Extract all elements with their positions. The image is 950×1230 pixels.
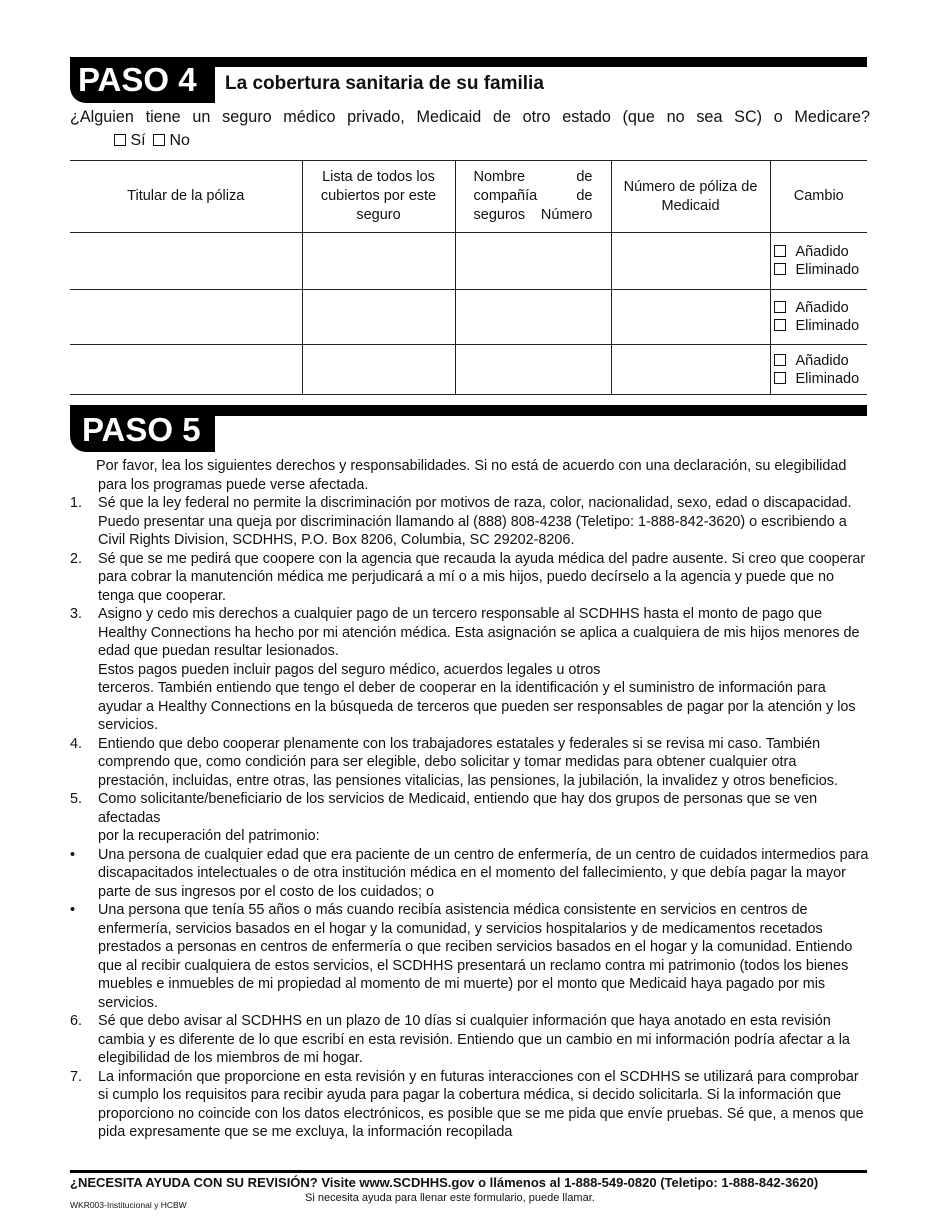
covered-cell[interactable] — [302, 233, 455, 290]
item-text: Sé que la ley federal no permite la discriminación por motivos de raza, color, nacionalidad, sexo, edad o discapacidad. Puedo presentar una queja por discriminación llamando al (888) 808-4238 (Teletipo: 1-888-842-3620) o escribiendo a Civil Rights Division, SCDHHS, P.O. Box 8206, Columbia, SC 29202-8206. — [98, 495, 852, 548]
col-medicaid-policy: Número de póliza de Medicaid — [611, 161, 770, 233]
removed-option[interactable]: Eliminado — [771, 261, 868, 279]
item-text: Una persona que tenía 55 años o más cuando recibía asistencia médica consistente en servicios en centros de enfermería, servicios basados en el hogar y la comunidad, y servicios hospitalarios y de medicamentos recetados prestados a personas en centros de enfermería o que reciben servicios basados en el hogar y la comunidad. Entiendo que al recibir cualquiera de estos servicios, el SCDHHS presentará un reclamo contra mi patrimonio (todos los bienes muebles e inmuebles de mi propiedad al momento de mi muerte) por el monto que Medicaid haya pagado por mis servicios. — [98, 902, 853, 1011]
numbered-item — [70, 550, 870, 606]
item-continuation: Estos pagos pueden incluir pagos del seguro médico, acuerdos legales u otros — [98, 661, 601, 678]
item-marker: 3. — [70, 606, 83, 622]
rights-list — [70, 494, 870, 1142]
numbered-item — [70, 1068, 870, 1142]
added-checkbox[interactable] — [774, 245, 786, 257]
insurance-answer — [114, 132, 190, 150]
item-text: Una persona de cualquier edad que era paciente de un centro de enfermería, de un centro de cuidados intermedios para discapacitados intelectuales o de otra institución médica en el momento del fallecimiento, y que debía pagar la mayor parte de sus ingresos por el costo de los cuidados; o — [98, 846, 869, 900]
change-cell — [770, 345, 867, 395]
step4-label: PASO 4 — [70, 57, 215, 103]
removed-option[interactable]: Eliminado — [771, 317, 868, 335]
numbered-item — [70, 1012, 870, 1068]
table-row — [70, 233, 867, 290]
change-cell — [770, 233, 867, 290]
item-marker: • — [70, 902, 76, 918]
item-text: Entiendo que debo cooperar plenamente con los trabajadores estatales y federales si se revisa mi caso. También comprendo que, como condición para ser elegible, debo solicitar y tomar medidas para obtener cualquier otra prestación, incluidas, entre otras, las pensiones vitalicias, las pensiones, la jubilación, la invalidez y otros beneficios. — [98, 735, 838, 789]
step5-intro: Por favor, lea los siguientes derechos y responsabilidades. Si no está de acuerdo con una declaración, su elegibilidad para los programas puede verse afectada. — [96, 458, 847, 493]
col-policy-holder: Titular de la póliza — [127, 188, 245, 204]
numbered-item — [70, 735, 870, 791]
added-option[interactable]: Añadido — [771, 243, 868, 261]
form-id: WKR003-Institucional y HCBW — [70, 1200, 187, 1210]
col-change: Cambio — [770, 161, 867, 233]
item-text: Sé que debo avisar al SCDHHS en un plazo de 10 días si cualquier información que haya anotado en esta revisión cambia y es diferente de lo que escribí en esta revisión. Entiendo que un cambio en mi información podría afectar a la elegibilidad de los miembros de mi hogar. — [98, 1013, 850, 1066]
covered-cell[interactable] — [302, 345, 455, 395]
table-row — [70, 345, 867, 395]
item-marker: 6. — [70, 1013, 83, 1029]
step4-title: La cobertura sanitaria de su familia — [225, 73, 544, 94]
policy-cell[interactable] — [611, 233, 770, 290]
yes-label: Sí — [130, 132, 146, 149]
policy-cell[interactable] — [611, 290, 770, 345]
covered-cell[interactable] — [302, 290, 455, 345]
rights-responsibilities — [70, 457, 870, 1142]
change-cell — [770, 290, 867, 345]
added-checkbox[interactable] — [774, 301, 786, 313]
company-cell[interactable] — [455, 290, 611, 345]
insurance-question: ¿Alguien tiene un seguro médico privado, Medicaid de otro estado (que no sea SC) o Medicare? — [70, 108, 870, 126]
item-text: Sé que se me pedirá que coopere con la agencia que recauda la ayuda médica del padre ausente. Si creo que cooperar para cobrar la manutención médica me perjudicará a mí o a mis hijos, puedo decírselo a la agencia y puede que no tenga que cooperar. — [98, 550, 866, 604]
col-insurer: Nombre de compañía de seguros Número — [455, 161, 611, 233]
bullet-item — [70, 846, 870, 902]
item-marker: 2. — [70, 550, 83, 567]
no-checkbox[interactable] — [153, 134, 165, 146]
company-cell[interactable] — [455, 345, 611, 395]
item-marker: 1. — [70, 495, 83, 511]
item-continuation: terceros. También entiendo que tengo el deber de cooperar en la identificación y el suministro de información para ayudar a Healthy Connections en la búsqueda de terceros que pueden ser responsables de pagar por la atención y los servicios. — [98, 680, 856, 733]
removed-checkbox[interactable] — [774, 372, 786, 384]
removed-checkbox[interactable] — [774, 263, 786, 275]
footer-help: ¿NECESITA AYUDA CON SU REVISIÓN? Visite www.SCDHHS.gov o llámenos al 1-888-549-0820 (Teletipo: 1-888-842-3620) — [70, 1175, 819, 1190]
added-checkbox[interactable] — [774, 354, 786, 366]
yes-checkbox[interactable] — [114, 134, 126, 146]
table-row — [70, 290, 867, 345]
item-marker: • — [70, 846, 76, 863]
policy-cell[interactable] — [611, 345, 770, 395]
holder-cell[interactable] — [70, 233, 302, 290]
no-label: No — [169, 132, 190, 149]
item-continuation: por la recuperación del patrimonio: — [98, 828, 320, 844]
item-text: Como solicitante/beneficiario de los servicios de Medicaid, entiendo que hay dos grupos de personas que se ven afectadas — [98, 791, 818, 826]
bullet-item — [70, 901, 870, 1012]
added-option[interactable]: Añadido — [771, 299, 868, 317]
step5-label: PASO 5 — [70, 405, 215, 452]
footer-subtext: Si necesita ayuda para llenar este formulario, puede llamar. — [305, 1192, 595, 1204]
numbered-item — [70, 494, 870, 550]
item-text: Asigno y cedo mis derechos a cualquier pago de un tercero responsable al SCDHHS hasta el monto de pago que Healthy Connections ha hecho por mi atención médica. Esta asignación se aplica a cualquiera de mis hijos menores de edad que puedan resultar lesionados. — [98, 606, 860, 659]
company-cell[interactable] — [455, 233, 611, 290]
item-marker: 7. — [70, 1068, 83, 1085]
coverage-table — [70, 160, 867, 395]
added-option[interactable]: Añadido — [771, 352, 868, 370]
footer-rule — [70, 1170, 867, 1173]
item-text: La información que proporcione en esta revisión y en futuras interacciones con el SCDHHS se utilizará para comprobar si cumplo los requisitos para recibir ayuda para pagar la cobertura médica, si decido solicitarla. Si la información que proporciono no coincide con los datos electrónicos, es posible que se me pida que envíe pruebas. Sé que, a menos que pida expresamente que se me excluya, la información recopilada — [98, 1068, 864, 1140]
item-marker: 4. — [70, 735, 83, 752]
removed-checkbox[interactable] — [774, 319, 786, 331]
numbered-item — [70, 605, 870, 735]
item-marker: 5. — [70, 791, 83, 807]
holder-cell[interactable] — [70, 345, 302, 395]
col-covered-list: Lista de todos los cubiertos por este seguro — [302, 161, 455, 233]
holder-cell[interactable] — [70, 290, 302, 345]
numbered-item — [70, 790, 870, 846]
removed-option[interactable]: Eliminado — [771, 370, 868, 388]
